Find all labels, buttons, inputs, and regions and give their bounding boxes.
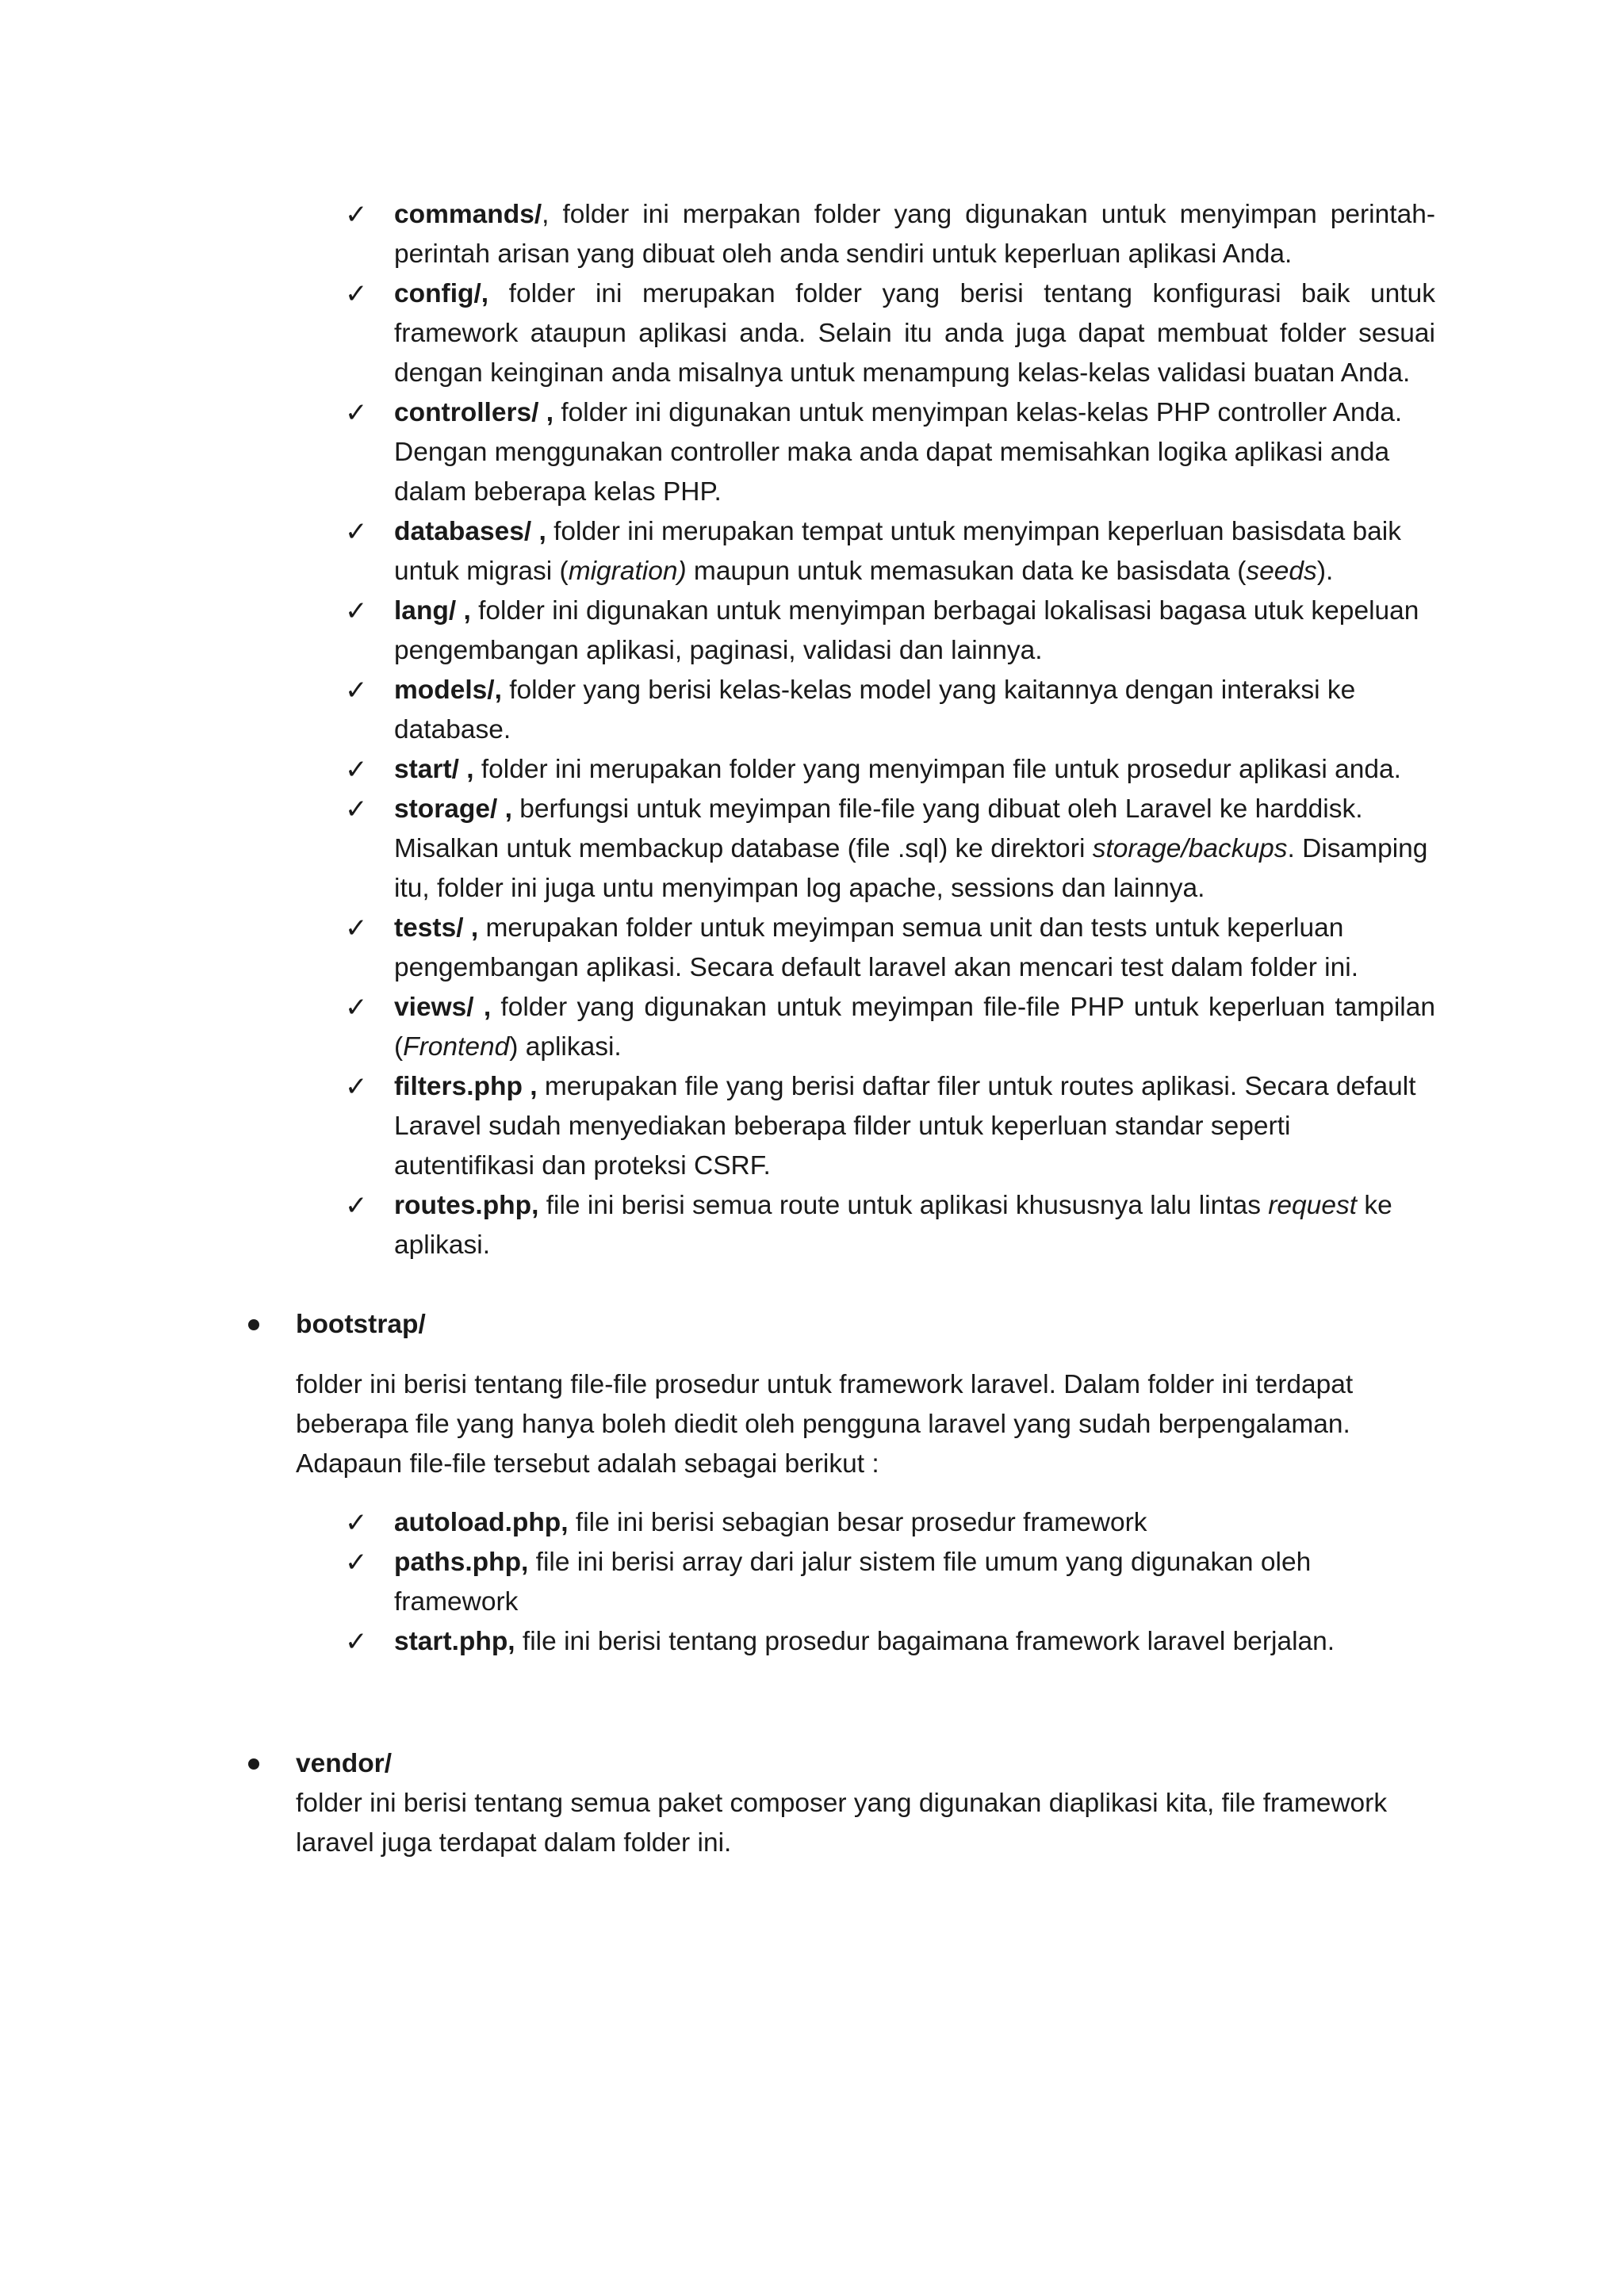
checkmark-icon: ✓ <box>345 1547 368 1578</box>
item-description: , folder ini merpakan folder yang digunakan untuk menyimpan perintah-perintah arisan yang dibuat oleh anda sendiri untuk keperluan aplikasi Anda. <box>394 200 1435 269</box>
checkmark-icon: ✓ <box>345 992 368 1024</box>
list-item <box>239 1503 1435 1543</box>
item-term: models/, <box>394 675 502 705</box>
item-description: file ini berisi sebagian besar prosedur framework <box>568 1508 1147 1537</box>
checkmark-icon: ✓ <box>345 516 368 548</box>
item-term: config/, <box>394 279 489 308</box>
item-term: start.php, <box>394 1627 515 1656</box>
bullet-icon <box>248 1319 259 1330</box>
checkmark-icon: ✓ <box>345 913 368 944</box>
item-description: folder ini merupakan tempat untuk menyimpan keperluan basisdata baik untuk migrasi ( <box>394 517 1401 586</box>
checkmark-icon: ✓ <box>345 397 368 429</box>
item-description: file ini berisi tentang prosedur bagaimana framework laravel berjalan. <box>515 1627 1335 1656</box>
item-term: routes.php, <box>394 1191 539 1220</box>
item-emphasis: Frontend <box>403 1032 510 1062</box>
vendor-paragraph: folder ini berisi tentang semua paket composer yang digunakan diaplikasi kita, file framework laravel juga terdapat dalam folder ini. <box>296 1789 1388 1858</box>
list-item <box>239 512 1435 591</box>
item-description: berfungsi untuk meyimpan file-file yang dibuat oleh Laravel ke harddisk. Misalkan untuk membackup database (file .sql) ke direktori <box>394 794 1363 863</box>
item-description: ) aplikasi. <box>509 1032 622 1062</box>
item-term: views/ , <box>394 993 492 1022</box>
checkmark-icon: ✓ <box>345 1507 368 1539</box>
list-item <box>239 750 1435 790</box>
checkmark-icon: ✓ <box>345 278 368 310</box>
list-item <box>239 274 1435 393</box>
item-term: autoload.php, <box>394 1508 569 1537</box>
item-term: filters.php , <box>394 1072 538 1101</box>
item-description: folder ini digunakan untuk menyimpan kelas-kelas PHP controller Anda. Dengan menggunakan controller maka anda dapat memisahkan logika aplikasi anda dalam beberapa kelas PHP. <box>394 398 1403 507</box>
item-description: . Disamping itu, folder ini juga untu menyimpan log apache, sessions dan lainnya. <box>394 834 1428 903</box>
item-term: paths.php, <box>394 1548 529 1577</box>
item-term: storage/ , <box>394 794 512 824</box>
bullet-icon <box>248 1758 259 1770</box>
item-description: file ini berisi array dari jalur sistem file umum yang digunakan oleh framework <box>394 1548 1312 1617</box>
item-term: lang/ , <box>394 596 471 626</box>
item-description: file ini berisi semua route untuk aplikasi khususnya lalu lintas <box>538 1191 1269 1220</box>
item-description: maupun untuk memasukan data ke basisdata ( <box>686 557 1247 586</box>
item-description: folder ini digunakan untuk menyimpan berbagai lokalisasi bagasa utuk kepeluan pengembangan aplikasi, paginasi, validasi dan lainnya. <box>394 596 1419 665</box>
list-item <box>239 1622 1435 1662</box>
checkmark-icon: ✓ <box>345 1626 368 1658</box>
list-item <box>239 988 1435 1067</box>
item-emphasis: request <box>1268 1191 1358 1220</box>
item-description: folder yang berisi kelas-kelas model yang kaitannya dengan interaksi ke database. <box>394 675 1356 744</box>
list-item <box>239 195 1435 274</box>
list-item <box>239 671 1435 750</box>
item-description: folder yang digunakan untuk meyimpan file-file PHP untuk keperluan tampilan ( <box>394 993 1435 1062</box>
section-title: bootstrap/ <box>296 1310 426 1339</box>
list-item <box>239 790 1435 909</box>
section-title: vendor/ <box>296 1749 392 1778</box>
item-description: ). <box>1316 557 1334 586</box>
bootstrap-section-heading <box>239 1305 1435 1345</box>
bootstrap-checklist <box>239 1503 1435 1662</box>
checkmark-icon: ✓ <box>345 754 368 786</box>
item-term: commands/ <box>394 200 542 229</box>
item-emphasis: storage/backups <box>1092 834 1288 863</box>
list-item <box>239 1543 1435 1622</box>
list-item <box>239 393 1435 512</box>
checkmark-icon: ✓ <box>345 794 368 825</box>
item-term: controllers/ , <box>394 398 554 427</box>
list-item <box>239 1067 1435 1186</box>
item-emphasis: migration) <box>568 557 687 586</box>
item-description: merupakan file yang berisi daftar filer untuk routes aplikasi. Secara default Laravel sudah menyediakan beberapa filder untuk keperluan standar seperti autentifikasi dan proteksi CSRF. <box>394 1072 1416 1181</box>
checkmark-icon: ✓ <box>345 1190 368 1222</box>
item-description: folder ini merupakan folder yang berisi tentang konfigurasi baik untuk framework ataupun aplikasi anda. Selain itu anda juga dapat membuat folder sesuai dengan keinginan anda misalnya untuk menampung kelas-kelas validasi buatan Anda. <box>394 279 1435 388</box>
list-item <box>239 591 1435 671</box>
text-column <box>239 195 1435 1863</box>
checkmark-icon: ✓ <box>345 595 368 627</box>
item-description: folder ini merupakan folder yang menyimpan file untuk prosedur aplikasi anda. <box>473 755 1401 784</box>
checkmark-icon: ✓ <box>345 199 368 231</box>
item-term: start/ , <box>394 755 474 784</box>
item-term: tests/ , <box>394 913 479 943</box>
item-term: databases/ , <box>394 517 546 546</box>
vendor-section-heading <box>239 1744 1435 1784</box>
bootstrap-paragraph: folder ini berisi tentang file-file prosedur untuk framework laravel. Dalam folder ini terdapat beberapa file yang hanya boleh diedit oleh pengguna laravel yang sudah berpengalaman. Adapaun file-file tersebut adalah sebagai berikut : <box>296 1370 1354 1479</box>
list-item <box>239 909 1435 988</box>
list-item <box>239 1186 1435 1265</box>
item-description: merupakan folder untuk meyimpan semua unit dan tests untuk keperluan pengembangan aplikasi. Secara default laravel akan mencari test dalam folder ini. <box>394 913 1359 982</box>
item-description: ke aplikasi. <box>394 1191 1392 1260</box>
app-folder-checklist <box>239 195 1435 1265</box>
checkmark-icon: ✓ <box>345 675 368 706</box>
item-emphasis: seeds <box>1246 557 1317 586</box>
checkmark-icon: ✓ <box>345 1071 368 1103</box>
